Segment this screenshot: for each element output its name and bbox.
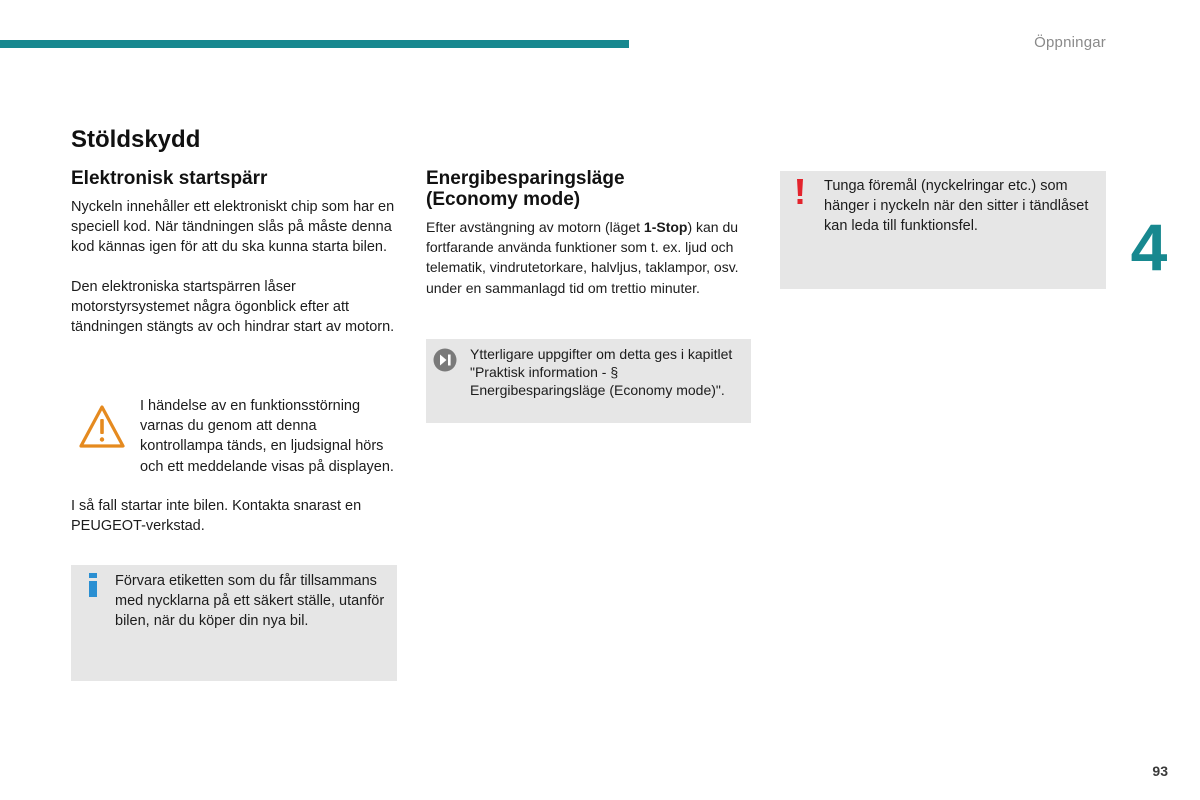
info-box-text: Förvara etiketten som du får tillsammans med nycklarna på ett säkert ställe, utanför bilen, när du köper din nya bil. xyxy=(115,573,385,630)
immobiliser-paragraph-3: I så fall startar inte bilen. Kontakta snarast en PEUGEOT-verkstad. xyxy=(71,498,362,535)
immobiliser-paragraph-2: Den elektroniska startspärren låser motorstyrsystemet några ögonblick efter att tändningen stängts av och hindrar start av motorn. xyxy=(71,279,395,336)
section-name: Öppningar xyxy=(1034,34,1106,51)
immobiliser-paragraph-1: Nyckeln innehåller ett elektroniskt chip som har en speciell kod. När tändningen slås på måste denna kod kännas igen för att du ska kunna starta bilen. xyxy=(71,199,395,256)
economy-heading-line-2: (Economy mode) xyxy=(426,189,581,210)
info-icon xyxy=(87,573,99,597)
economy-heading xyxy=(426,168,751,210)
economy-text-before: Efter avstängning av motorn (läget xyxy=(426,219,644,235)
header-accent-bar xyxy=(0,40,629,48)
reference-arrow-icon xyxy=(433,348,457,372)
reference-box xyxy=(426,339,751,423)
economy-paragraph xyxy=(426,217,756,298)
alert-box-text: Tunga föremål (nyckelringar etc.) som hänger i nyckeln när den sitter i tändlåset kan leda till funktionsfel. xyxy=(824,178,1089,235)
page-title: Stöldskydd xyxy=(71,126,201,153)
economy-text-after: ) kan du fortfarande använda funktioner som t. ex. ljud och telematik, vindrutetorkare, halvljus, taklampor, osv. under en sammanlagd tid om trettio minuter. xyxy=(426,219,739,296)
economy-text-bold: 1-Stop xyxy=(643,219,688,235)
exclamation-icon xyxy=(794,179,806,205)
alert-box xyxy=(780,171,1106,289)
economy-heading-line-1: Energibesparingsläge xyxy=(426,168,625,189)
warning-text: I händelse av en funktionsstörning varnas du genom att denna kontrollampa tänds, en ljudsignal hörs och ett meddelande visas på displayen. xyxy=(140,398,394,475)
info-box xyxy=(71,565,397,681)
immobiliser-heading: Elektronisk startspärr xyxy=(71,168,268,189)
chapter-number: 4 xyxy=(1130,210,1168,284)
warning-triangle-icon xyxy=(78,403,126,451)
reference-box-text: Ytterligare uppgifter om detta ges i kapitlet "Praktisk information - § Energibesparingsläge (Economy mode)". xyxy=(470,346,733,398)
page-number: 93 xyxy=(1152,763,1168,779)
